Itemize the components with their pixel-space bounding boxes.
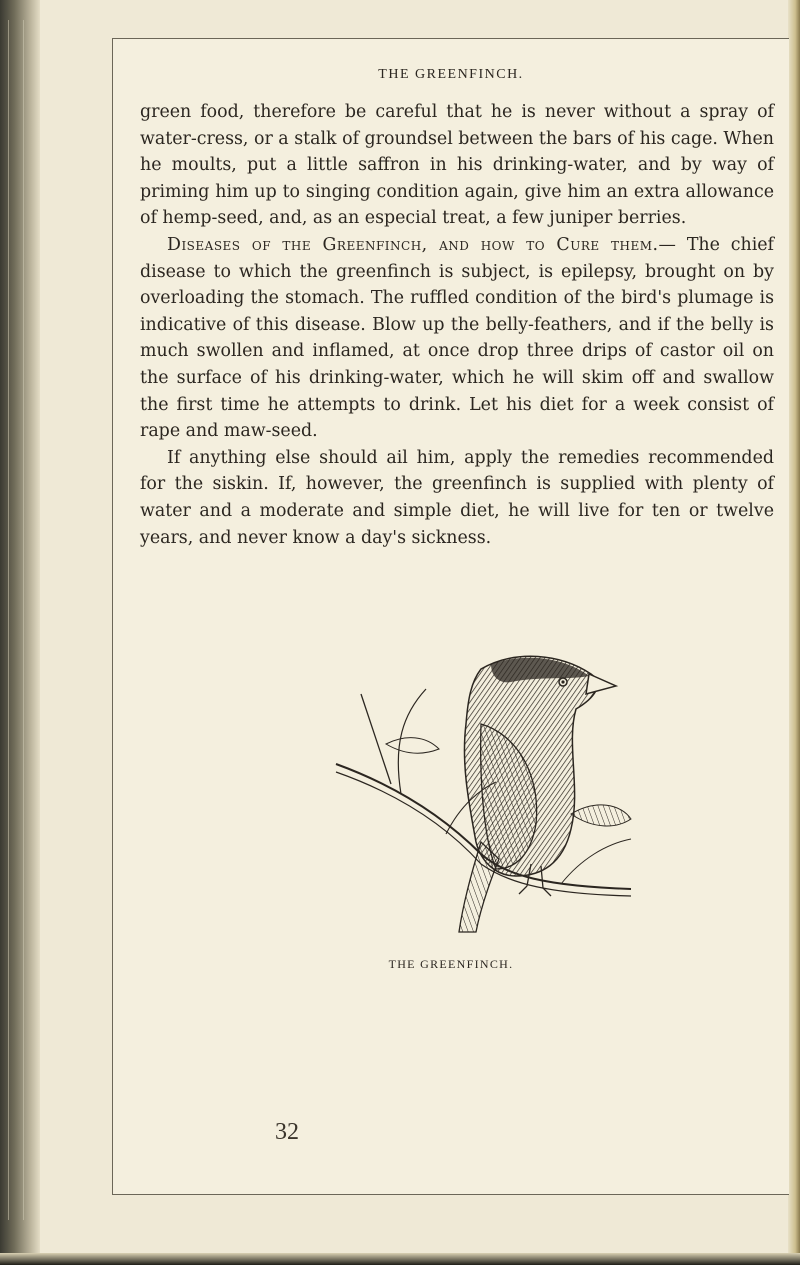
page-edge-bottom bbox=[0, 1253, 800, 1265]
heading-dash: — bbox=[658, 234, 676, 255]
book-binding bbox=[0, 0, 40, 1265]
page-number: 32 bbox=[275, 1119, 299, 1145]
greenfinch-figure bbox=[331, 614, 641, 939]
figure-caption: THE GREENFINCH. bbox=[388, 957, 514, 971]
page-edge-right bbox=[788, 0, 800, 1265]
binding-stitching bbox=[8, 20, 24, 1220]
running-head: THE GREENFINCH. bbox=[378, 67, 524, 82]
paragraph-3: If anything else should ail him, apply the remedies recommended for the siskin. If, however, the greenfinch is supplied with plenty of water and a moderate and simple diet, he will live for ten or twelve years, and never know a day's sickness. bbox=[140, 447, 774, 548]
book-page bbox=[112, 38, 789, 1195]
paragraph-2 bbox=[140, 232, 774, 445]
body-text bbox=[140, 99, 774, 551]
paragraph-2-body: The chief disease to which the greenfinch is subject, is epilepsy, brought on by overloading the stomach. The ruffled condition of the bird's plumage is indicative of this disease. Blow up the belly-feathers, and if the belly is much swollen and inflamed, at once drop three drips of castor oil on the surface of his drinking-water, which he will skim off and swallow the first time he attempts to drink. Let his diet for a week consist of rape and maw-seed. bbox=[140, 234, 774, 442]
paragraph-1: green food, therefore be careful that he is never without a spray of water-cress, or a stalk of groundsel between the bars of his cage. When he moults, put a little saffron in his drinking-water, and by way of priming him up to singing condition again, give him an extra allowance of hemp-seed, and, as an especial treat, a few juniper berries. bbox=[140, 102, 774, 229]
section-heading: Diseases of the Greenfinch, and how to Cure them. bbox=[167, 234, 659, 255]
bird-engraving-icon bbox=[331, 614, 641, 939]
